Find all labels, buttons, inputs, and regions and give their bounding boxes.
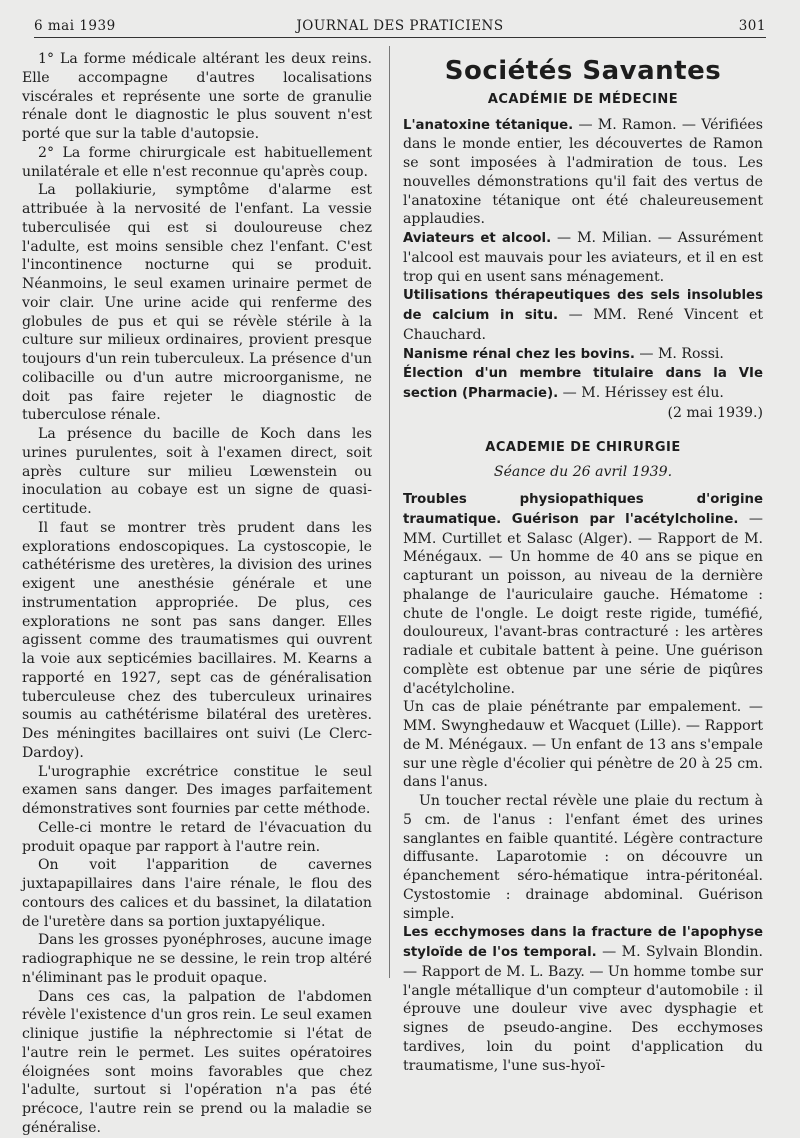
page-header bbox=[34, 18, 766, 38]
entry-title: Aviateurs et alcool. bbox=[403, 231, 552, 246]
entry-title: Nanisme rénal chez les bovins. bbox=[403, 346, 635, 362]
news-entry bbox=[403, 923, 763, 1075]
academie-medecine-heading: ACADÉMIE DE MÉDECINE bbox=[487, 91, 679, 107]
header-rule bbox=[34, 37, 766, 38]
section-main-title: Sociétés Savantes bbox=[444, 56, 722, 86]
paragraph: La pollakiurie, symptôme d'alarme est attribuée à la nervosité de l'enfant. La vessie tuberculisée qui est si douloureuse chez l'adulte, est moins sensible chez l'enfant. C'est l'incontinence nocturne qui se produit. Néanmoins, le seul examen urinaire permet de voir clair. Une urine acide qui renferme des globules de pus et qui se révèle stérile à la culture sur milieux ordinaires, provient presque toujours d'un rein tuberculeux. La présence d'un colibacille ou d'un autre microorganisme, ne doit pas faire rejeter le diagnostic de tuberculose rénale. bbox=[22, 182, 372, 424]
entry-title: Élection d'un membre titulaire dans la VIe section (Pharmacie). bbox=[403, 366, 763, 401]
left-column bbox=[22, 50, 372, 1138]
entry-title: Troubles physiopathiques d'origine traumatique. Guérison par l'acétylcholine. bbox=[403, 492, 763, 527]
seance-date: Séance du 26 avril 1939. bbox=[493, 464, 673, 481]
news-entry bbox=[403, 345, 763, 365]
entry-body: — MM. Swynghedauw et Wacquet (Lille). — Rapport de M. Ménégaux. — Un enfant de 13 ans s'empale sur une règle d'écolier qui pénètre de 20 à 25 cm. dans l'anus. bbox=[403, 699, 763, 791]
entry-body: — M. Ramon. — Vérifiées dans le monde entier, les découvertes de Ramon se sont imposées à l'admiration de tous. Les nouvelles démonstrations qu'il fait des vertus de l'anatoxine tétanique ont été chaleureusement applaudies. bbox=[403, 116, 763, 228]
news-entry bbox=[403, 698, 763, 792]
paragraph: Dans ces cas, la palpation de l'abdomen révèle l'existence d'un gros rein. Le seul examen clinique justifie la néphrectomie si l'état de l'autre rein le permet. Les suites opératoires éloignées sont moins favorables que chez l'adulte, surtout si l'opération n'a pas été précoce, l'autre rein se prend ou la maladie se généralise. bbox=[22, 988, 372, 1136]
paragraph: 2° La forme chirurgicale est habituellement unilatérale et elle n'est reconnue qu'après coup. bbox=[22, 144, 372, 180]
paragraph: Il faut se montrer très prudent dans les explorations endoscopiques. La cystoscopie, le cathétérisme des uretères, la division des urines exigent une anesthésie générale et une instrumentation appropriée. De plus, ces explorations ne sont pas sans danger. Elles agissent comme des traumatismes qui ouvrent la voie aux septicémies bacillaires. M. Kearns a rapporté en 1927, sept cas de généralisation tuberculeuse chez des tuberculeux urinaires soumis au cathétérisme bilatéral des uretères. Des méningites bacillaires ont suivi (Le Clerc-Dardoy). bbox=[22, 519, 372, 761]
entry-continuation: Un toucher rectal révèle une plaie du rectum à 5 cm. de l'anus : l'enfant émet des urines sanglantes en faible quantité. Légère contracture diffusante. Laparotomie : on découvre un épanchement séro-hématique intra-péritonéal. Cystostomie : drainage abdominal. Guérison simple. bbox=[403, 793, 763, 922]
entry-body: — M. Milian. — Assurément l'alcool est mauvais pour les aviateurs, et il en est trop qui en usent sans ménagement. bbox=[403, 230, 763, 285]
news-entry bbox=[403, 490, 763, 698]
page-number: 301 bbox=[738, 18, 766, 34]
paragraph: Celle-ci montre le retard de l'évacuation du produit opaque par rapport à l'autre rein. bbox=[22, 819, 372, 855]
paragraph: On voit l'apparition de cavernes juxtapapillaires dans l'aire rénale, le flou des contours des calices et du bassinet, la dilatation de l'uretère dans sa portion juxtapyélique. bbox=[22, 857, 372, 930]
academie-chirurgie-heading: ACADEMIE DE CHIRURGIE bbox=[485, 439, 681, 455]
entry-body: — MM. René Vincent et Chauchard. bbox=[403, 307, 763, 343]
paragraph: 1° La forme médicale altérant les deux reins. Elle accompagne d'autres localisations viscérales et représente une sorte de granulie rénale dont le diagnostic le plus souvent n'est porté que sur la table d'autopsie. bbox=[22, 51, 372, 142]
entry-title: Un cas de plaie pénétrante par empalement. bbox=[403, 699, 742, 716]
journal-name: JOURNAL DES PRATICIENS bbox=[296, 18, 504, 34]
news-entry bbox=[403, 116, 763, 230]
right-column bbox=[403, 50, 763, 1075]
paragraph: L'urographie excrétrice constitue le seul examen sans danger. Des images parfaitement démonstratives sont fournies par cette méthode. bbox=[22, 763, 372, 817]
news-entry bbox=[403, 364, 763, 404]
entry-body: — M. Rossi. bbox=[634, 345, 724, 362]
entry-title: Les ecchymoses dans la fracture de l'apophyse styloïde de l'os temporal. bbox=[403, 925, 763, 960]
entry-body: — M. Sylvain Blondin. — Rapport de M. L. Bazy. — Un homme tombe sur l'angle métallique d'un compteur d'automobile : il éprouve une douleur vive avec dysphagie et signes de pseudo-angine. Des ecchymoses tardives, loin du point d'application du traumatisme, l'une sus-hyoï- bbox=[403, 944, 764, 1074]
column-divider bbox=[389, 46, 390, 978]
entry-body: — MM. Curtillet et Salasc (Alger). — Rapport de M. Ménégaux. — Un homme de 40 ans se pique en capturant un poisson, au niveau de la dernière phalange de l'auriculaire gauche. Hématome : chute de l'ongle. Le doigt reste rigide, tuméfié, douloureux, l'avant-bras contracturé : les artères radiale et cubitale battent à peine. Une guérison complète est obtenue par une série de piqûres d'acétylcholine. bbox=[403, 510, 763, 697]
entry-body: — M. Hérissey est élu. bbox=[558, 385, 724, 401]
entry-title: Utilisations thérapeutiques des sels insolubles de calcium in situ. bbox=[403, 288, 763, 323]
issue-date: 6 mai 1939 bbox=[34, 18, 116, 34]
news-entry bbox=[403, 286, 763, 344]
entry-title: L'anatoxine tétanique. bbox=[403, 117, 574, 133]
paragraph: Dans les grosses pyonéphroses, aucune image radiographique ne se dessine, le rein trop altéré n'éliminant pas le produit opaque. bbox=[22, 932, 372, 986]
paragraph: La présence du bacille de Koch dans les urines purulentes, soit à l'examen direct, soit après culture sur milieu Lœwenstein ou inoculation au cobaye est un signe de quasi-certitude. bbox=[22, 426, 372, 517]
session-date: (2 mai 1939.) bbox=[667, 404, 763, 421]
news-entry bbox=[403, 229, 763, 286]
